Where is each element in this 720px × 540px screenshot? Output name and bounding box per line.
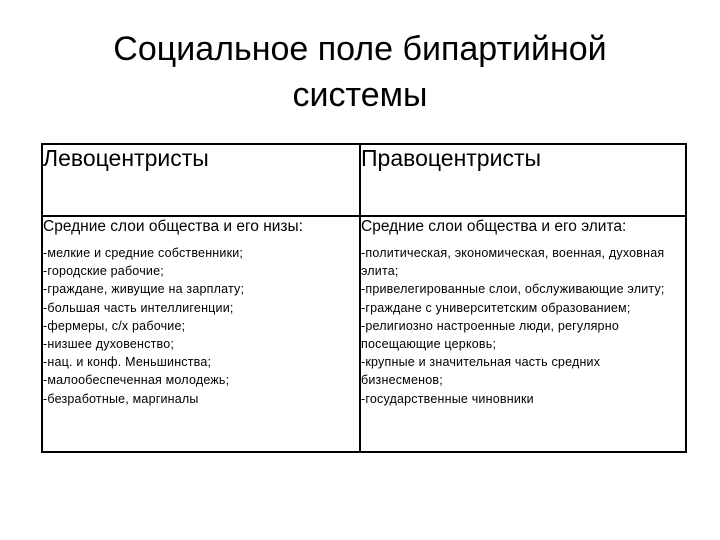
header-row — [42, 144, 686, 216]
right-centrists-cell — [360, 216, 686, 452]
list-item: -городские рабочие; — [43, 264, 164, 279]
list-item: -государственные чиновники — [361, 391, 534, 406]
header-right-centrists: Правоцентристы — [360, 144, 686, 216]
list-item: -нац. и конф. Меньшинства; — [43, 355, 212, 370]
left-group-heading: Средние слои общества и его низы: — [43, 218, 303, 235]
right-group-heading: Средние слои общества и его элита: — [361, 218, 627, 235]
title-line-2: системы — [292, 76, 428, 114]
list-item: -фермеры, с/х рабочие; — [43, 318, 186, 333]
list-item: -мелкие и средние собственники; — [43, 246, 244, 260]
comparison-table — [41, 143, 687, 453]
list-item: -малообеспеченная молодежь; — [43, 373, 230, 388]
slide-title — [0, 26, 720, 118]
list-item: -религиозно настроенные люди, регулярно посещающие церковь; — [361, 318, 619, 352]
left-items-list — [43, 244, 359, 408]
header-left-centrists: Левоцентристы — [42, 144, 360, 216]
list-item: -крупные и значительная часть средних бизнесменов; — [361, 355, 601, 388]
list-item: -большая часть интеллигенции; — [43, 300, 234, 315]
title-line-1: Социальное поле бипартийной — [113, 30, 607, 68]
list-item: -граждане с университетским образованием; — [361, 300, 631, 315]
list-item: -безработные, маргиналы — [43, 391, 199, 406]
right-items-list — [361, 244, 685, 408]
list-item: -низшее духовенство; — [43, 337, 175, 352]
body-row — [42, 216, 686, 452]
list-item: -граждане, живущие на зарплату; — [43, 282, 245, 297]
list-item: -политическая, экономическая, военная, духовная элита; — [361, 246, 665, 279]
left-centrists-cell — [42, 216, 360, 452]
list-item: -привелегированные слои, обслуживающие элиту; — [361, 282, 665, 297]
